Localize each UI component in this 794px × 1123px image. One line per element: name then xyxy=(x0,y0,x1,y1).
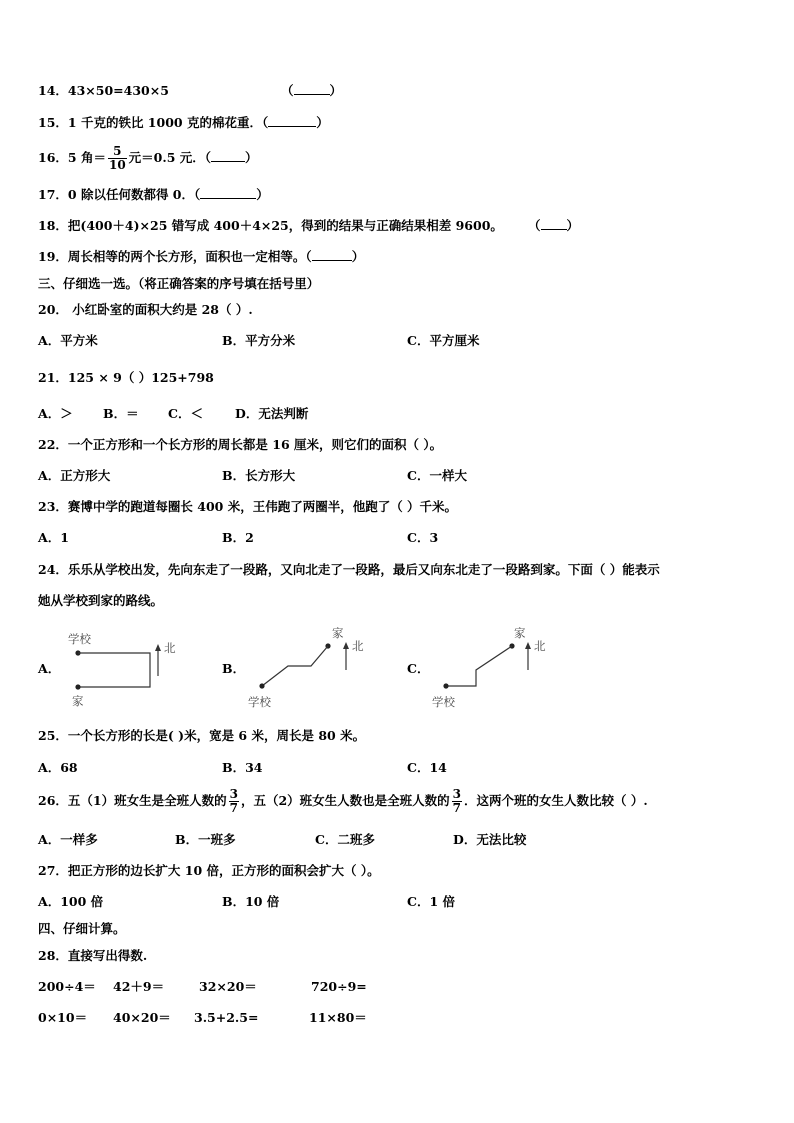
question-23-stem: 23．赛博中学的跑道每圈长 400 米，王伟跑了两圈半，他跑了（ ）千米。 xyxy=(38,499,458,514)
section-heading-4: 四、仔细计算。 xyxy=(38,921,126,936)
option-a[interactable]: A．68 xyxy=(38,760,78,775)
answer-parens: （ ） xyxy=(528,218,580,233)
question-text: 把(400＋4)×25 错写成 400＋4×25，得到的结果与正确结果相差 9600。 xyxy=(67,218,503,233)
option-b[interactable]: B． xyxy=(222,661,246,676)
option-c[interactable]: C．＜ xyxy=(168,406,203,421)
north-label: 北 xyxy=(534,639,546,653)
north-label: 北 xyxy=(352,639,364,653)
school-dot xyxy=(443,683,448,688)
option-a[interactable]: A．1 xyxy=(38,530,69,545)
question-14 xyxy=(38,83,343,99)
question-number: 14． xyxy=(38,83,68,98)
option-c[interactable]: C．平方厘米 xyxy=(407,333,480,348)
fraction: $\frac{3}{7}$ xyxy=(452,787,462,815)
option-a[interactable]: A．100 倍 xyxy=(38,894,104,909)
answer-blank[interactable] xyxy=(200,187,256,199)
option-c[interactable]: C．二班多 xyxy=(315,832,375,847)
route-path xyxy=(446,646,512,686)
school-dot xyxy=(259,683,264,688)
question-number: 16． xyxy=(38,150,68,165)
question-number: 19． xyxy=(38,249,68,264)
question-25-stem: 25．一个长方形的长是( )米，宽是 6 米，周长是 80 米。 xyxy=(38,728,366,743)
route-diagram-c xyxy=(428,622,568,714)
home-label: 家 xyxy=(514,626,526,640)
option-a[interactable]: A．正方形大 xyxy=(38,468,111,483)
home-dot xyxy=(75,684,80,689)
option-c[interactable]: C．14 xyxy=(407,760,447,775)
question-number: 17． xyxy=(38,187,68,202)
question-text: 43×50=430×5 xyxy=(67,83,169,98)
question-27-stem: 27．把正方形的边长扩大 10 倍，正方形的面积会扩大（ ）。 xyxy=(38,863,380,878)
option-b[interactable]: B．2 xyxy=(222,530,254,545)
calc-item: 720÷9= xyxy=(311,979,367,994)
answer-blank[interactable] xyxy=(268,115,316,127)
calc-item: 3.5+2.5= xyxy=(194,1010,259,1025)
calc-item: 40×20＝ xyxy=(113,1010,171,1025)
school-label: 学校 xyxy=(68,632,91,646)
answer-blank[interactable] xyxy=(541,218,567,230)
option-b[interactable]: B．平方分米 xyxy=(222,333,296,348)
option-b[interactable]: B．＝ xyxy=(103,406,139,421)
fraction: $\frac{5}{10}$ xyxy=(108,144,126,172)
question-15: 15．1 千克的铁比 1000 克的棉花重．（ ） xyxy=(38,115,329,130)
option-b[interactable]: B．一班多 xyxy=(175,832,236,847)
option-d[interactable]: D．无法比较 xyxy=(453,832,527,847)
question-17: 17．0 除以任何数都得 0．（ ） xyxy=(38,187,269,202)
north-label: 北 xyxy=(164,641,176,655)
home-label: 家 xyxy=(332,626,344,640)
answer-blank[interactable] xyxy=(294,83,330,95)
calc-item: 200÷4＝ xyxy=(38,979,96,994)
route-path xyxy=(262,646,328,686)
option-c[interactable]: C．3 xyxy=(407,530,439,545)
route-diagram-a xyxy=(60,628,190,712)
fraction: $\frac{3}{7}$ xyxy=(229,787,238,815)
route-path xyxy=(78,653,150,687)
home-label: 家 xyxy=(72,694,84,708)
option-c[interactable]: C． xyxy=(407,661,430,676)
question-text: 1 千克的铁比 1000 克的棉花重． xyxy=(67,115,262,130)
option-b[interactable]: B．10 倍 xyxy=(222,894,280,909)
school-label: 学校 xyxy=(432,695,455,709)
calc-item: 11×80＝ xyxy=(309,1010,367,1025)
question-number: 15． xyxy=(38,115,68,130)
calc-item: 42＋9＝ xyxy=(113,979,165,994)
question-19: 19．周长相等的两个长方形，面积也一定相等。（ ） xyxy=(38,249,365,264)
question-text: 0 除以任何数都得 0． xyxy=(67,187,195,202)
calc-item: 32×20＝ xyxy=(199,979,257,994)
question-number: 18． xyxy=(38,218,68,233)
answer-parens: （ ） xyxy=(281,83,343,98)
answer-blank[interactable] xyxy=(312,249,352,261)
option-d[interactable]: D．无法判断 xyxy=(235,406,309,421)
arrowhead-icon xyxy=(155,644,161,651)
question-20-stem: 20． 小红卧室的面积大约是 28（ ）. xyxy=(38,302,253,317)
question-24-stem-line1: 24．乐乐从学校出发，先向东走了一段路，又向北走了一段路，最后又向东北走了一段路到家。下面（ ）能表示 xyxy=(38,562,660,577)
option-a[interactable]: A．平方米 xyxy=(38,333,98,348)
question-22-stem: 22．一个正方形和一个长方形的周长都是 16 厘米，则它们的面积（ ）。 xyxy=(38,437,443,452)
calc-item: 0×10＝ xyxy=(38,1010,88,1025)
arrowhead-icon xyxy=(525,642,531,649)
question-26-stem: 26．五（1）班女生是全班人数的 $\frac{3}{7}$ ，五（2）班女生人数也是全班人数的 $\frac{3}{7}$ ．这两个班的女生人数比较（ ）. xyxy=(38,787,648,815)
option-a[interactable]: A． xyxy=(38,661,61,676)
arrowhead-icon xyxy=(343,642,349,649)
question-21-stem: 21．125 × 9（ ）125+798 xyxy=(38,370,214,385)
option-c[interactable]: C．一样大 xyxy=(407,468,467,483)
option-b[interactable]: B．长方形大 xyxy=(222,468,296,483)
option-c[interactable]: C．1 倍 xyxy=(407,894,455,909)
option-b[interactable]: B．34 xyxy=(222,760,263,775)
option-a[interactable]: A．一样多 xyxy=(38,832,98,847)
question-24-stem-line2: 她从学校到家的路线。 xyxy=(38,593,164,608)
question-text: 周长相等的两个长方形，面积也一定相等。 xyxy=(67,249,306,264)
section-heading-3: 三、仔细选一选。（将正确答案的序号填在括号里） xyxy=(38,276,320,291)
question-28-stem: 28．直接写出得数. xyxy=(38,948,148,963)
option-a[interactable]: A．＞ xyxy=(38,406,73,421)
school-label: 学校 xyxy=(248,695,271,709)
answer-blank[interactable] xyxy=(211,150,245,162)
question-16: 16．5 角＝ $\frac{5}{10}$ 元＝0.5 元．（ ） xyxy=(38,144,258,172)
question-18 xyxy=(38,218,580,234)
route-diagram-b xyxy=(240,622,380,714)
